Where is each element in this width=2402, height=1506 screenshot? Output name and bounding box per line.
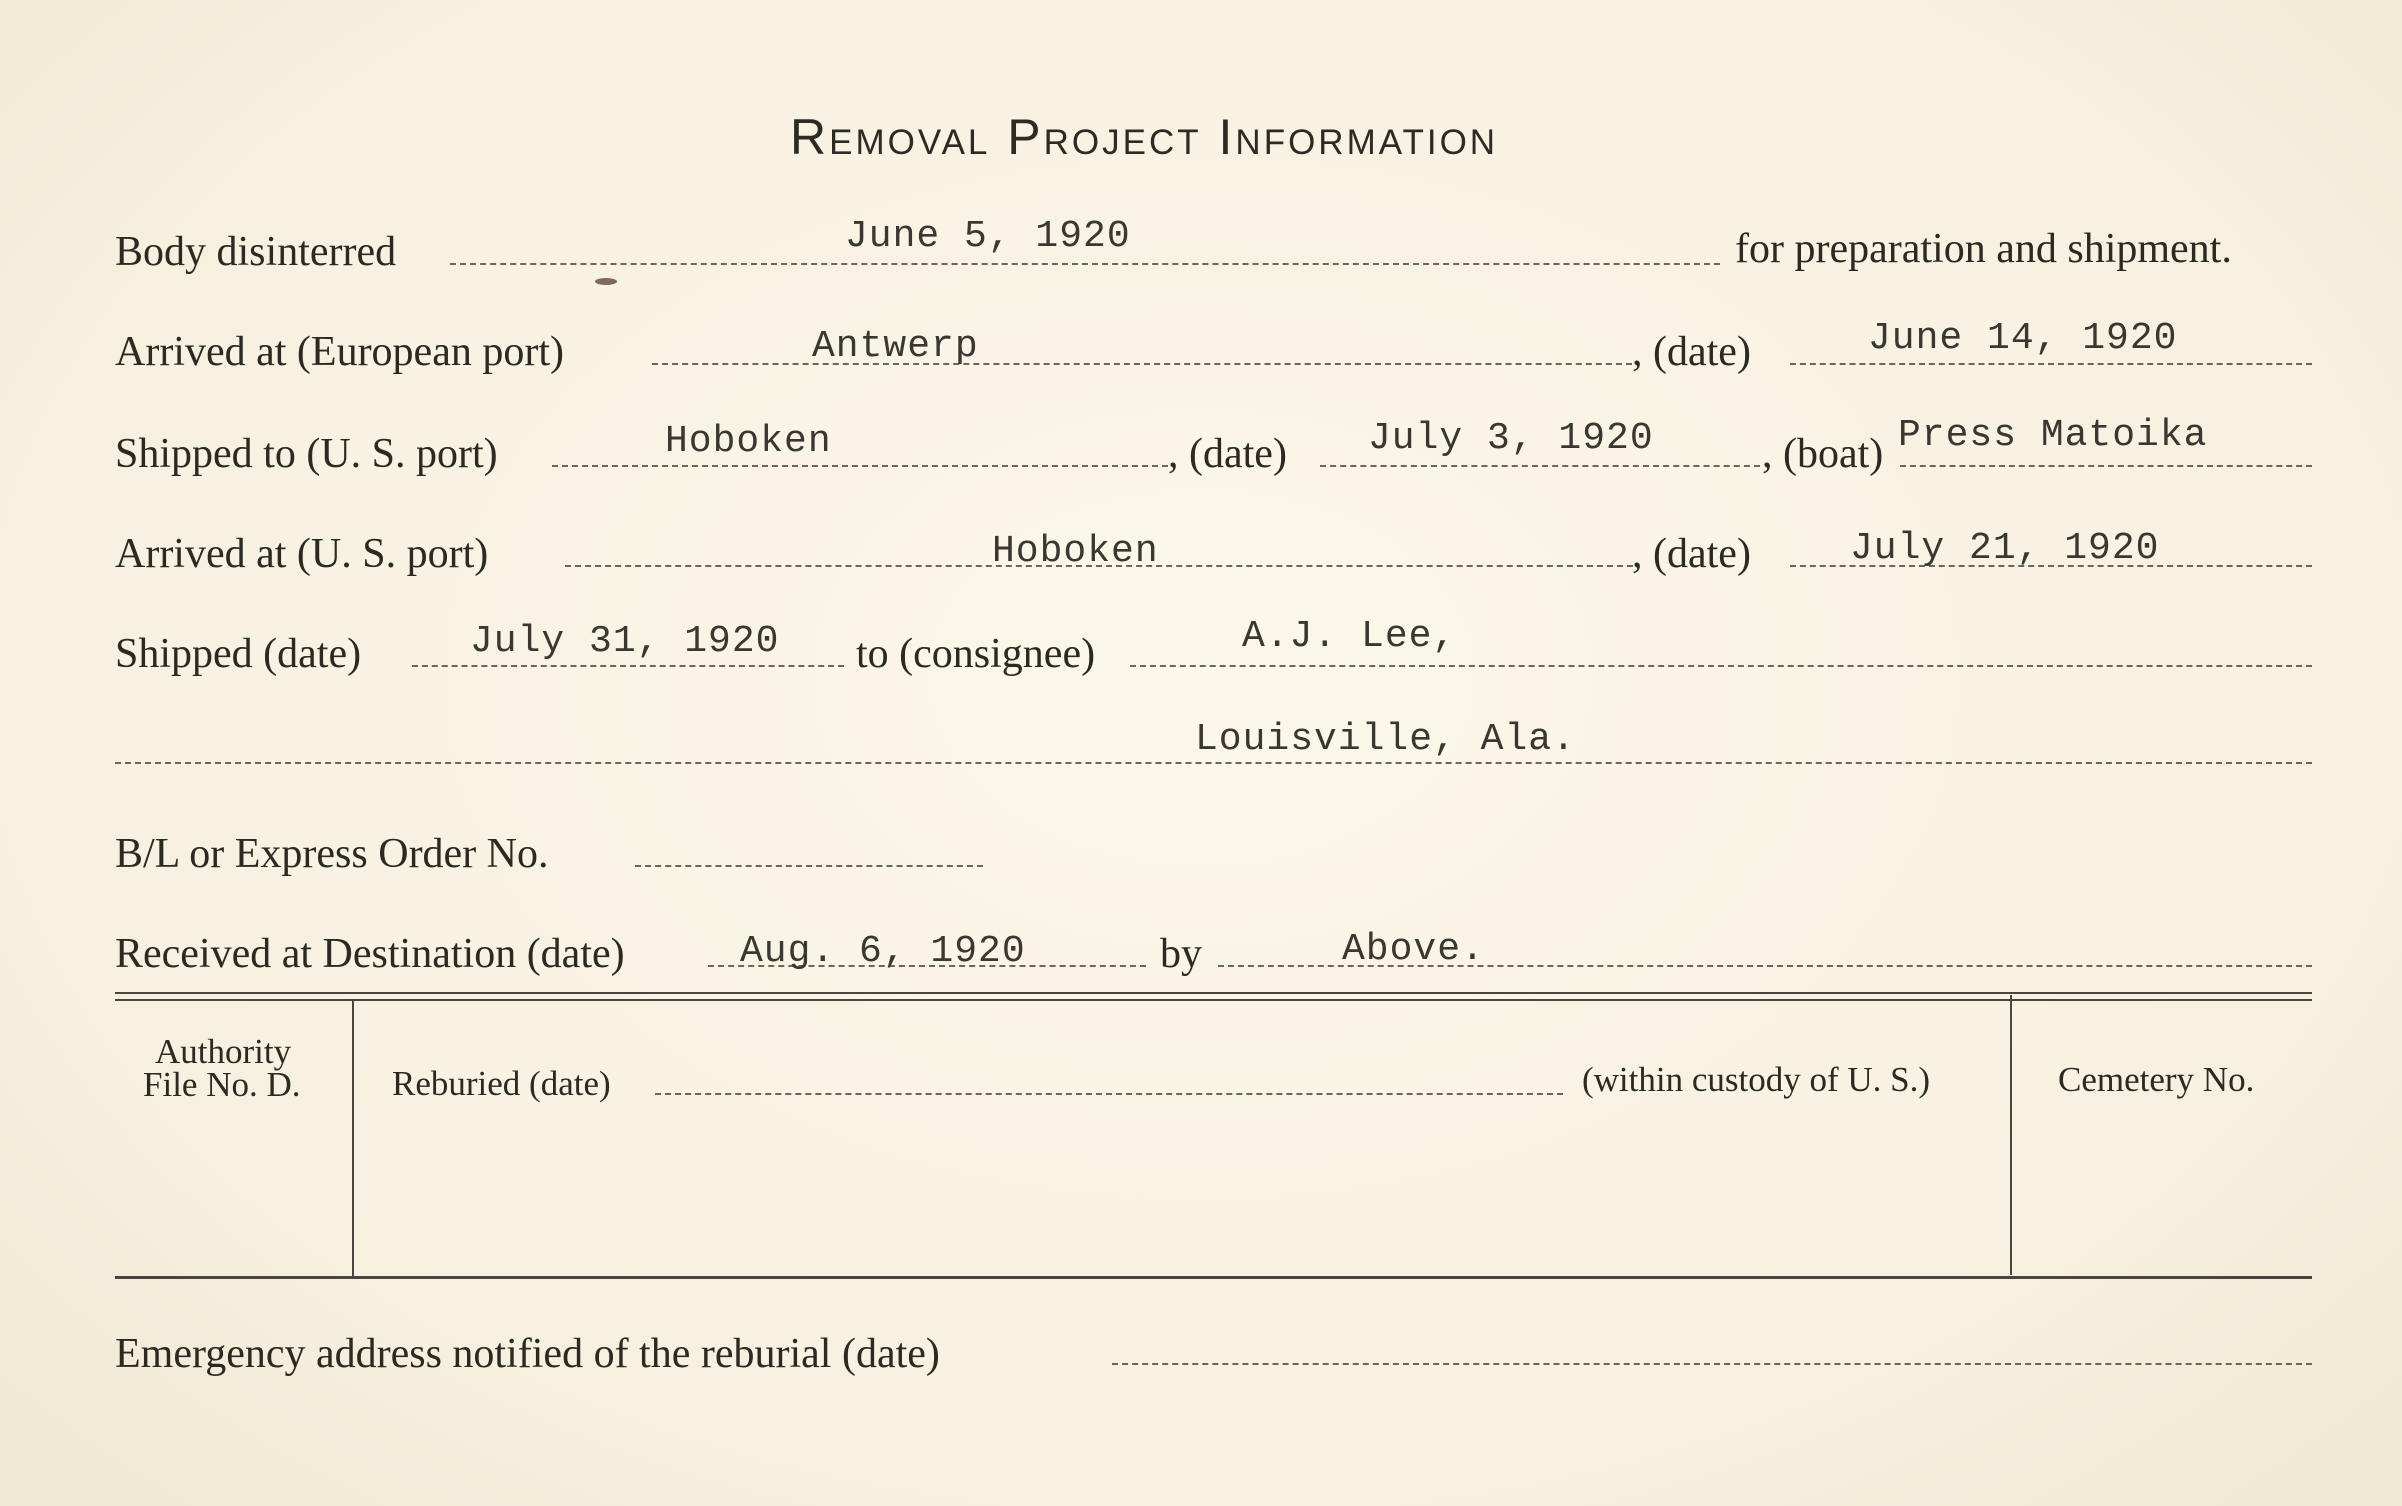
received-label: Received at Destination (date)	[115, 931, 625, 977]
consignee-label: to (consignee)	[856, 631, 1096, 677]
table-divider-right	[2010, 995, 2012, 1275]
custody-label: (within custody of U. S.)	[1582, 1060, 1931, 1099]
authority-label-line2: File No. D.	[143, 1065, 301, 1104]
table-top-rule-2	[115, 999, 2312, 1001]
arrived-european-label: Arrived at (European port)	[115, 329, 564, 375]
body-disinterred-line	[450, 263, 1720, 265]
body-disinterred-label: Body disinterred	[115, 229, 397, 275]
shipped-date-line	[412, 665, 844, 667]
address-line	[115, 762, 2312, 764]
emergency-line	[1112, 1363, 2312, 1365]
reburied-label: Reburied (date)	[392, 1064, 611, 1103]
arrived-us-date-label: , (date)	[1632, 531, 1751, 577]
received-by: Above.	[1342, 928, 1485, 971]
shipped-us-date-label: , (date)	[1168, 431, 1287, 477]
consignee-name: A.J. Lee,	[1242, 615, 1457, 658]
shipped-us-value: Hoboken	[665, 420, 832, 463]
table-divider-left	[352, 1001, 354, 1277]
shipped-label: Shipped (date)	[115, 631, 362, 677]
shipped-us-line	[552, 465, 1168, 467]
arrived-european-line	[652, 363, 1632, 365]
shipped-us-date: July 3, 1920	[1368, 417, 1654, 460]
received-by-label: by	[1160, 931, 1202, 977]
table-bottom-rule	[115, 1276, 2312, 1279]
shipped-us-date-line	[1320, 465, 1760, 467]
authority-label-line1: Authority	[155, 1032, 292, 1071]
arrived-european-date-line	[1790, 363, 2312, 365]
shipped-us-boat-label: , (boat)	[1762, 431, 1884, 477]
shipped-us-boat: Press Matoika	[1898, 414, 2208, 457]
ink-smudge	[595, 278, 617, 285]
page-title: Removal Project Information	[790, 109, 1499, 165]
table-top-rule-1	[115, 992, 2312, 994]
arrived-european-value: Antwerp	[812, 325, 979, 368]
body-disinterred-suffix: for preparation and shipment.	[1735, 226, 2232, 272]
arrived-us-value: Hoboken	[992, 530, 1159, 573]
arrived-us-date: July 21, 1920	[1850, 527, 2160, 570]
cemetery-label: Cemetery No.	[2058, 1060, 2255, 1099]
consignee-line	[1130, 665, 2312, 667]
emergency-label: Emergency address notified of the reburial (date)	[115, 1331, 940, 1377]
arrived-european-date-label: , (date)	[1632, 329, 1751, 375]
received-date: Aug. 6, 1920	[740, 930, 1026, 973]
arrived-us-label: Arrived at (U. S. port)	[115, 531, 489, 577]
bl-order-label: B/L or Express Order No.	[115, 831, 549, 877]
arrived-european-date: June 14, 1920	[1868, 317, 2178, 360]
bl-order-line	[635, 865, 983, 867]
reburied-line	[655, 1093, 1563, 1095]
body-disinterred-value: June 5, 1920	[845, 215, 1131, 258]
shipped-us-label: Shipped to (U. S. port)	[115, 431, 498, 477]
consignee-address: Louisville, Ala.	[1195, 718, 1576, 761]
shipped-us-boat-line	[1900, 465, 2312, 467]
shipped-date: July 31, 1920	[470, 620, 780, 663]
